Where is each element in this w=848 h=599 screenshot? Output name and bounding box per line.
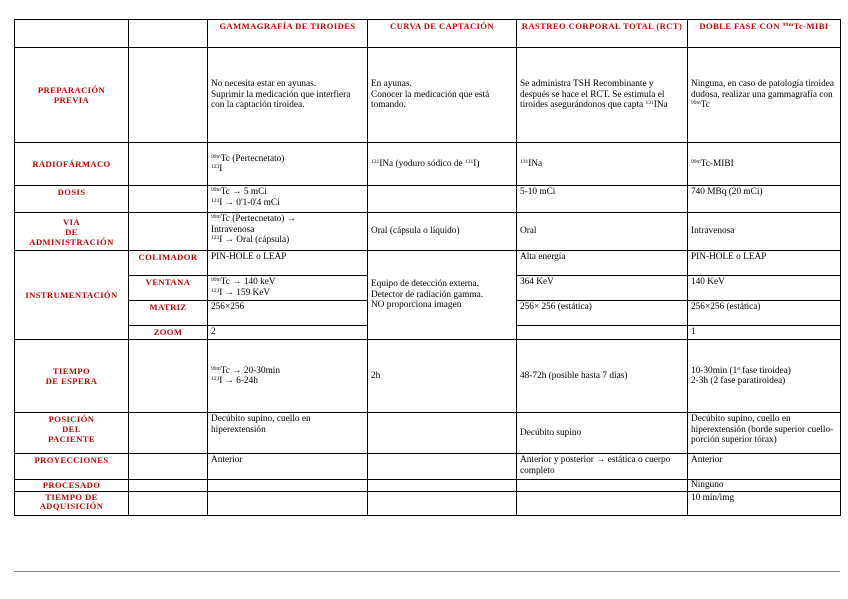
cell-via-doble-fase: Intravenosa	[688, 213, 841, 251]
cell-via-curva: Oral (cápsula o líquido)	[368, 213, 517, 251]
cell-zoom-gammagrafia: 2	[208, 326, 368, 340]
cell-radiofarmaco-gammagrafia: $^{99m}$Tc (Pertecnetato) $^{123}$I	[208, 143, 368, 186]
row-radiofarmaco	[15, 143, 841, 186]
cell-tiempo-adquisicion-doble-fase: 10 min/img	[688, 492, 841, 516]
cell-dosis-gammagrafia: $^{99m}$Tc → 5 mCi $^{123}$I → 0'1-0'4 mCi	[208, 186, 368, 213]
cell-ventana-rastreo: 364 KeV	[517, 276, 688, 301]
row-label-preparacion: PREPARACIÓN PREVIA	[15, 48, 129, 143]
row-tiempo-espera	[15, 340, 841, 413]
cell-zoom-rastreo	[517, 326, 688, 340]
cell-colimador-gammagrafia: PIN-HOLE o LEAP	[208, 251, 368, 276]
cell-preparacion-doble-fase: Ninguna, en caso de patología tiroidea dudosa, realizar una gammagrafía con $^{99m}$Tc	[688, 48, 841, 143]
row-label-tiempo-espera: TIEMPO DE ESPERA	[15, 340, 129, 413]
row-label-proyecciones: PROYECCIONES	[15, 454, 129, 480]
cell-posicion-rastreo: Decúbito supino	[517, 413, 688, 454]
cell-preparacion-rastreo: Se administra TSH Recombinante y después se hace el RCT. Se estimula el tiroides asegurándonos que capta $^{131}$INa	[517, 48, 688, 143]
cell-posicion-curva	[368, 413, 517, 454]
footer-divider	[14, 571, 840, 572]
cell-proyecciones-gammagrafia: Anterior	[208, 454, 368, 480]
cell-instrumentacion-curva: Equipo de detección externa. Detector de radiación gamma. NO proporciona imagen	[368, 251, 517, 340]
cell-proyecciones-doble-fase: Anterior	[688, 454, 841, 480]
sub-label-matriz: MATRIZ	[129, 301, 208, 326]
cell-via-rastreo: Oral	[517, 213, 688, 251]
cell-preparacion-curva: En ayunas. Conocer la medicación que está tomando.	[368, 48, 517, 143]
empty-subheader-cell	[129, 20, 208, 48]
row-label-posicion: POSICIÓN DEL PACIENTE	[15, 413, 129, 454]
cell-colimador-doble-fase: PIN-HOLE o LEAP	[688, 251, 841, 276]
header-gammagrafia: GAMMAGRAFÍA DE TIROIDES	[208, 20, 368, 48]
header-row	[15, 20, 841, 48]
cell-radiofarmaco-doble-fase: $^{99m}$Tc-MIBI	[688, 143, 841, 186]
cell-dosis-doble-fase: 740 MBq (20 mCi)	[688, 186, 841, 213]
row-label-tiempo-adquisicion: TIEMPO DE ADQUISICIÓN	[15, 492, 129, 516]
cell-tiempo-espera-doble-fase: 10-30min (1ª fase tiroidea) 2-3h (2 fase paratiroidea)	[688, 340, 841, 413]
cell-radiofarmaco-curva: $^{131}$INa (yoduro sódico de $^{131}$I)	[368, 143, 517, 186]
cell-posicion-doble-fase: Decúbito supino, cuello en hiperextensión (borde superior cuello-porción superior tórax)	[688, 413, 841, 454]
row-via	[15, 213, 841, 251]
header-doble-fase: DOBLE FASE CON $^{99m}$Tc-MIBI	[688, 20, 841, 48]
thyroid-studies-table	[14, 19, 841, 516]
header-rastreo-corporal: RASTREO CORPORAL TOTAL (RCT)	[517, 20, 688, 48]
sub-label-zoom: ZOOM	[129, 326, 208, 340]
header-curva-captacion: CURVA DE CAPTACIÓN	[368, 20, 517, 48]
row-label-dosis: DOSIS	[15, 186, 129, 213]
row-dosis	[15, 186, 841, 213]
row-tiempo-adquisicion	[15, 492, 841, 516]
row-label-instrumentacion: INSTRUMENTACIÓN	[15, 251, 129, 340]
cell-dosis-rastreo: 5-10 mCi	[517, 186, 688, 213]
cell-tiempo-espera-rastreo: 48-72h (posible hasta 7 días)	[517, 340, 688, 413]
cell-colimador-rastreo: Alta energía	[517, 251, 688, 276]
cell-matriz-rastreo: 256× 256 (estática)	[517, 301, 688, 326]
cell-preparacion-gammagrafia: No necesita estar en ayunas. Suprimir la medicación que interfiera con la captación tiroidea.	[208, 48, 368, 143]
row-proyecciones	[15, 454, 841, 480]
cell-radiofarmaco-rastreo: $^{131}$INa	[517, 143, 688, 186]
cell-proyecciones-curva	[368, 454, 517, 480]
cell-tiempo-espera-gammagrafia: $^{99m}$Tc → 20-30min $^{123}$I → 6-24h	[208, 340, 368, 413]
cell-ventana-gammagrafia: $^{99m}$Tc → 140 keV $^{123}$I → 159 KeV	[208, 276, 368, 301]
empty-corner-cell	[15, 20, 129, 48]
cell-ventana-doble-fase: 140 KeV	[688, 276, 841, 301]
row-colimador	[15, 251, 841, 276]
cell-posicion-gammagrafia: Decúbito supino, cuello en hiperextensión	[208, 413, 368, 454]
row-label-radiofarmaco: RADIOFÁRMACO	[15, 143, 129, 186]
cell-proyecciones-rastreo: Anterior y posterior → estática o cuerpo completo	[517, 454, 688, 480]
cell-matriz-doble-fase: 256×256 (estática)	[688, 301, 841, 326]
cell-zoom-doble-fase: 1	[688, 326, 841, 340]
cell-tiempo-espera-curva: 2h	[368, 340, 517, 413]
cell-matriz-gammagrafia: 256×256	[208, 301, 368, 326]
sub-label-colimador: COLIMADOR	[129, 251, 208, 276]
cell-via-gammagrafia: $^{99m}$Tc (Pertecnetato) → Intravenosa $^{123}$I → Oral (cápsula)	[208, 213, 368, 251]
row-posicion	[15, 413, 841, 454]
cell-dosis-curva	[368, 186, 517, 213]
row-label-procesado: PROCESADO	[15, 480, 129, 492]
row-label-via: VIA DE ADMINISTRACIÓN	[15, 213, 129, 251]
cell-procesado-doble-fase: Ninguno	[688, 480, 841, 492]
sub-label-ventana: VENTANA	[129, 276, 208, 301]
row-procesado	[15, 480, 841, 492]
row-preparacion	[15, 48, 841, 143]
